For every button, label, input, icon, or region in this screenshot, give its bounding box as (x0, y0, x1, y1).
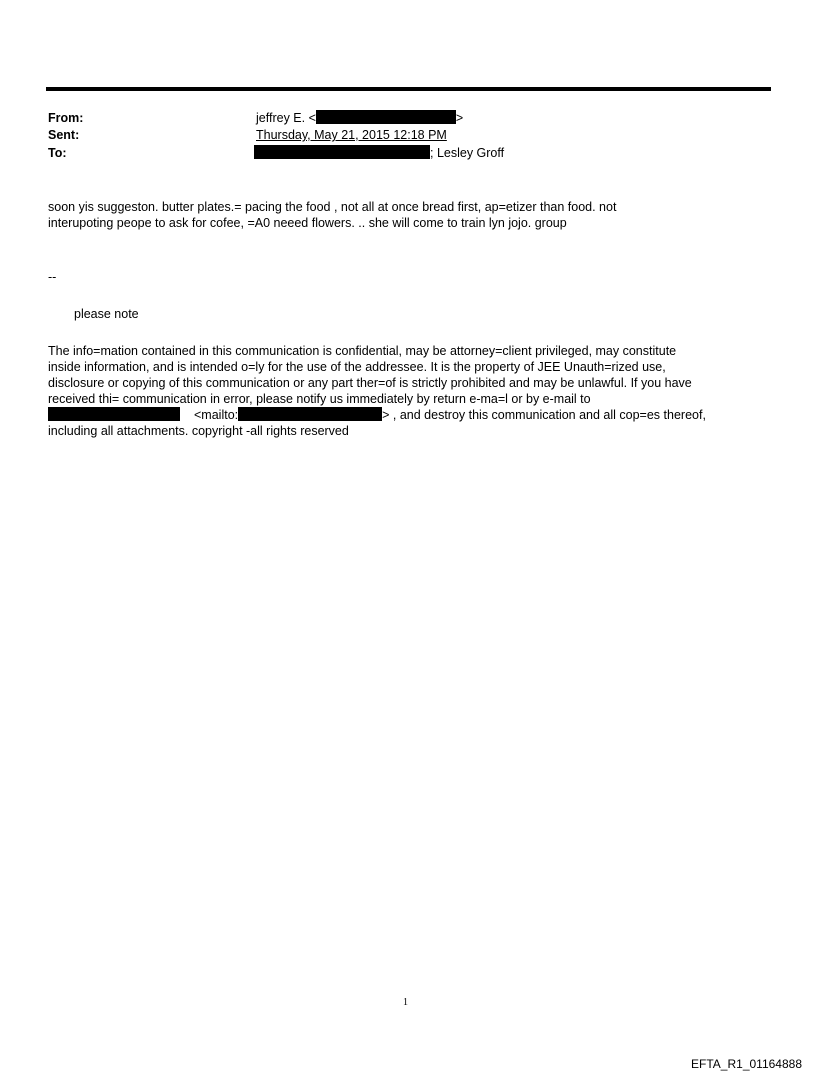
to-recipient: ; Lesley Groff (430, 146, 505, 160)
redaction-block (316, 110, 456, 124)
document-id: EFTA_R1_01164888 (691, 1057, 802, 1071)
from-value (256, 110, 463, 126)
body-line: interupoting peope to ask for cofee, =A0 neeed flowers. .. she will come to train lyn jojo. group (48, 216, 567, 230)
disclaimer-line (48, 407, 768, 423)
from-label: From: (48, 111, 84, 125)
disclaimer-line: disclosure or copying of this communication or any part ther=of is strictly prohibited and may be unlawful. If you have (48, 376, 692, 390)
redaction-block (254, 145, 430, 159)
disclaimer-line: inside information, and is intended o=ly for the use of the addressee. It is the property of JEE Unauth=rized use, (48, 360, 666, 374)
disclaimer (48, 343, 768, 439)
redaction-block (238, 407, 382, 421)
from-name: jeffrey E. < (256, 111, 316, 125)
disclaimer-line: including all attachments. copyright -all rights reserved (48, 424, 349, 438)
header-rule (46, 87, 771, 91)
redaction-block (48, 407, 180, 421)
to-value (254, 145, 504, 161)
from-bracket: > (455, 111, 464, 125)
sent-value: Thursday, May 21, 2015 12:18 PM (256, 128, 447, 142)
body-line: soon yis suggeston. butter plates.= pacing the food , not all at once bread first, ap=etizer than food. not (48, 200, 617, 214)
to-label: To: (48, 146, 67, 160)
message-body (48, 199, 768, 231)
disclaimer-line: received thi= communication in error, please notify us immediately by return e-ma=l or by e-mail to (48, 392, 591, 406)
disclaimer-line: The info=mation contained in this communication is confidential, may be attorney=client privileged, may constitute (48, 344, 677, 358)
disclaimer-line-rest: > , and destroy this communication and all cop=es thereof, (382, 408, 706, 422)
please-note: please note (74, 307, 139, 321)
signature-separator: -- (48, 270, 57, 284)
sent-label: Sent: (48, 128, 80, 142)
mailto-prefix: <mailto: (194, 408, 239, 422)
page-number: 1 (403, 997, 408, 1008)
